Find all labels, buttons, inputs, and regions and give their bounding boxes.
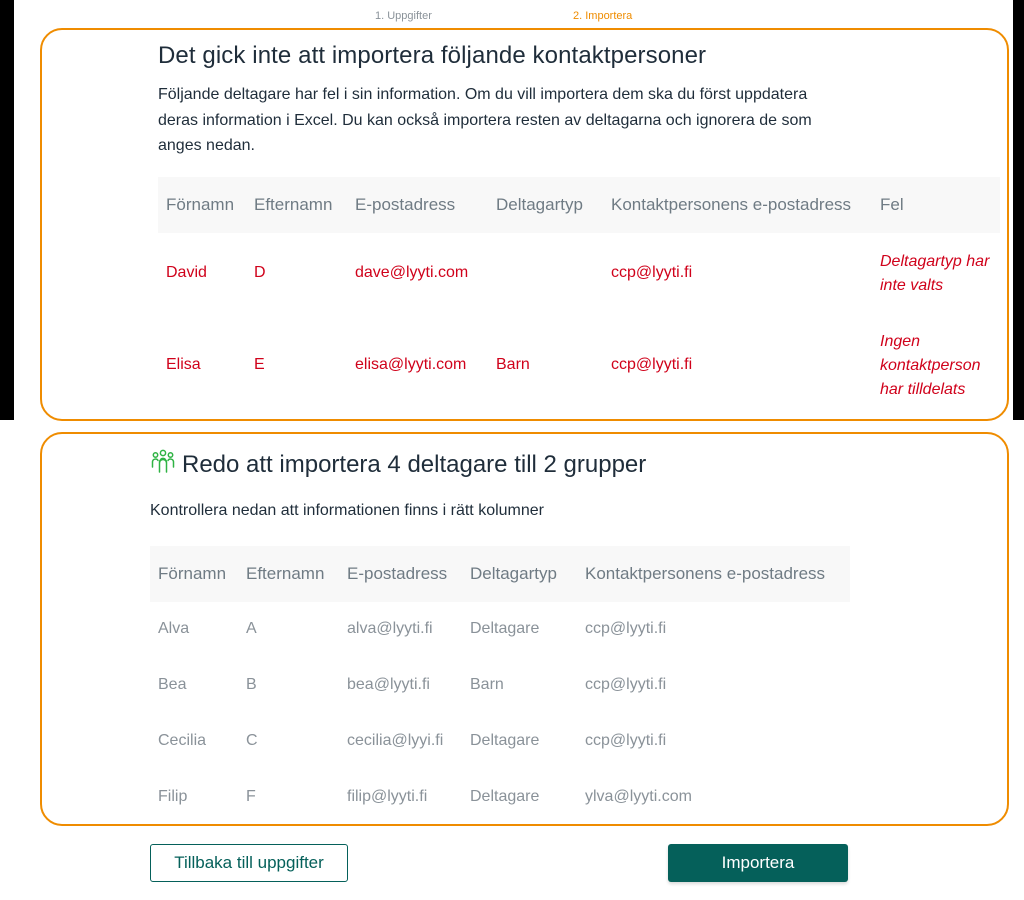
- cell-last: F: [246, 788, 256, 805]
- cell-email: filip@lyyti.fi: [347, 788, 428, 805]
- col-efternamn: Efternamn: [246, 564, 325, 583]
- errors-title: Det gick inte att importera följande kontaktpersoner: [158, 42, 707, 69]
- stepper: [0, 10, 1024, 26]
- ready-title: Redo att importera 4 deltagare till 2 grupper: [182, 450, 647, 478]
- errors-description: Följande deltagare har fel i sin information. Om du vill importera dem ska du först uppdatera deras information i Excel. Du kan också importera resten av deltagarna och ignorera de som anges nedan.: [158, 86, 812, 154]
- col-kontaktperson-epost: Kontaktpersonens e-postadress: [585, 564, 826, 583]
- cell-contact: ccp@lyyti.fi: [611, 264, 693, 281]
- cell-type: Barn: [496, 356, 530, 373]
- cell-first: Cecilia: [158, 732, 207, 749]
- cell-email: alva@lyyti.fi: [347, 620, 433, 637]
- cell-email: cecilia@lyyi.fi: [347, 732, 444, 749]
- cell-contact: ylva@lyyti.com: [585, 788, 692, 805]
- cell-type: Deltagare: [470, 788, 540, 805]
- cell-last: E: [254, 356, 265, 373]
- col-deltagartyp: Deltagartyp: [470, 564, 557, 583]
- import-ready-panel: [40, 432, 1009, 826]
- col-efternamn: Efternamn: [254, 195, 333, 214]
- col-deltagartyp: Deltagartyp: [496, 195, 583, 214]
- cell-error: Deltagartyp har inte valts: [880, 253, 990, 294]
- cell-first: Bea: [158, 676, 187, 693]
- cell-error: Ingen kontaktperson har tilldelats: [880, 333, 981, 398]
- cell-last: A: [246, 620, 257, 637]
- cell-email: dave@lyyti.com: [355, 264, 469, 281]
- col-fornamn: Förnamn: [158, 564, 227, 583]
- col-kontaktperson-epost: Kontaktpersonens e-postadress: [611, 195, 852, 214]
- col-epostadress: E-postadress: [347, 564, 448, 583]
- ready-description: Kontrollera nedan att informationen finns i rätt kolumner: [150, 502, 544, 519]
- cell-type: Barn: [470, 676, 504, 693]
- cell-first: Elisa: [166, 356, 201, 373]
- cell-first: David: [166, 264, 207, 281]
- import-errors-panel: [40, 28, 1009, 421]
- cell-contact: ccp@lyyti.fi: [611, 356, 693, 373]
- step-uppgifter[interactable]: 1. Uppgifter: [375, 10, 432, 22]
- errors-table-header: [158, 177, 1000, 233]
- cell-last: B: [246, 676, 257, 693]
- cell-last: C: [246, 732, 258, 749]
- col-epostadress: E-postadress: [355, 195, 456, 214]
- cell-email: bea@lyyti.fi: [347, 676, 430, 693]
- cell-contact: ccp@lyyti.fi: [585, 676, 667, 693]
- cell-email: elisa@lyyti.com: [355, 356, 467, 373]
- cell-first: Filip: [158, 788, 188, 805]
- cell-first: Alva: [158, 620, 190, 637]
- col-fornamn: Förnamn: [166, 195, 235, 214]
- ready-title-row: [150, 448, 646, 481]
- back-to-tasks-button[interactable]: Tillbaka till uppgifter: [150, 844, 348, 882]
- cell-contact: ccp@lyyti.fi: [585, 620, 667, 637]
- cell-type: Deltagare: [470, 620, 540, 637]
- window-edge-right: [1013, 0, 1024, 420]
- users-group-icon: [150, 448, 176, 481]
- ready-table-header: [150, 546, 850, 602]
- step-importera: 2. Importera: [573, 10, 633, 22]
- cell-contact: ccp@lyyti.fi: [585, 732, 667, 749]
- window-edge-left: [0, 0, 14, 420]
- cell-last: D: [254, 264, 266, 281]
- import-button[interactable]: Importera: [668, 844, 848, 882]
- cell-type: Deltagare: [470, 732, 540, 749]
- col-fel: Fel: [880, 195, 904, 214]
